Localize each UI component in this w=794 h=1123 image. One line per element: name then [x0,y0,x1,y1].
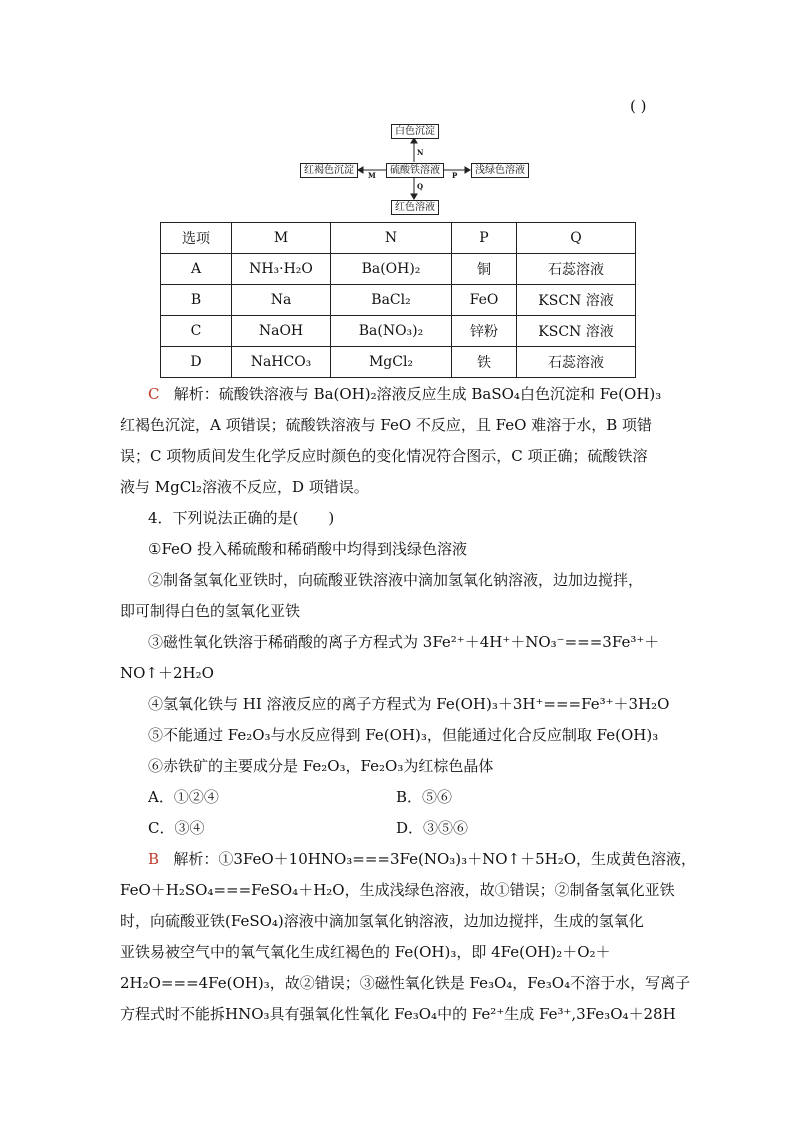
diagram-label-p: P [452,171,458,180]
q4-statement: ⑥赤铁矿的主要成分是 Fe₂O₃，Fe₂O₃为红棕色晶体 [148,757,494,775]
table-cell: Na [232,285,331,316]
diagram-bottom-red-solution: 红色溶液 [391,200,439,215]
table-header-row [161,223,636,254]
table-header-cell: N [331,223,452,254]
table-cell: B [161,285,232,316]
table-cell: D [161,347,232,378]
table-row [161,254,636,285]
diagram-label-q: Q [417,182,424,191]
diagram-right-light-green-solution: 浅绿色溶液 [471,163,529,178]
diagram-left-red-brown-precipitate: 红褐色沉淀 [300,163,358,178]
q3-analysis-text: 解析：硫酸铁溶液与 Ba(OH)₂溶液反应生成 BaSO₄白色沉淀和 Fe(OH)₃ [173,385,662,403]
q4-statement: ③磁性氧化铁溶于稀硝酸的离子方程式为 3Fe²⁺＋4H⁺＋NO₃⁻===3Fe³⁺＋ [148,633,660,651]
q4-option-b: B．⑤⑥ [396,788,453,806]
q4-answer-letter: B [148,850,160,868]
table-header-cell: P [452,223,517,254]
table-cell: MgCl₂ [331,347,452,378]
table-cell: A [161,254,232,285]
table-row [161,347,636,378]
q4-analysis-line: 亚铁易被空气中的氧气氧化生成红褐色的 Fe(OH)₃，即 4Fe(OH)₂＋O₂＋ [120,943,611,961]
table-header-cell: 选项 [161,223,232,254]
diagram-center-ferric-sulfate: 硫酸铁溶液 [386,163,444,178]
q3-analysis-line: 液与 MgCl₂溶液不反应，D 项错误。 [120,478,369,496]
answer-bracket: ( ) [630,97,647,115]
diagram-label-m: M [368,171,376,180]
diagram-top-white-precipitate: 白色沉淀 [391,124,439,139]
table-cell: C [161,316,232,347]
q4-statement: ⑤不能通过 Fe₂O₃与水反应得到 Fe(OH)₃，但能通过化合反应制取 Fe(OH)₃ [148,726,659,744]
table-cell: Ba(NO₃)₂ [331,316,452,347]
q4-analysis-line: 方程式时不能拆HNO₃具有强氧化性氧化 Fe₃O₄中的 Fe²⁺生成 Fe³⁺,3Fe₃O₄＋28H [120,1005,676,1023]
q3-analysis-line [148,384,708,404]
q4-analysis-line: 时，向硫酸亚铁(FeSO₄)溶液中滴加氢氧化钠溶液，边加边搅拌，生成的氢氧化 [120,912,644,930]
table-cell: 锌粉 [452,316,517,347]
table-cell: 石蕊溶液 [517,254,636,285]
table-cell: BaCl₂ [331,285,452,316]
table-cell: 石蕊溶液 [517,347,636,378]
q3-analysis-line: 误；C 项物质间发生化学反应时颜色的变化情况符合图示，C 项正确；硫酸铁溶 [120,447,648,465]
options-table [160,222,636,378]
table-cell: NaOH [232,316,331,347]
q4-analysis-text: 解析：①3FeO＋10HNO₃===3Fe(NO₃)₃＋NO↑＋5H₂O，生成黄色溶液， [173,850,697,868]
q3-answer-letter: C [148,385,160,403]
q4-option-a: A．①②④ [148,788,219,806]
q4-statement: 即可制得白色的氢氧化亚铁 [120,602,301,620]
q4-statement: NO↑＋2H₂O [120,664,214,682]
q4-analysis-line: 2H₂O===4Fe(OH)₃，故②错误；③磁性氧化铁是 Fe₃O₄，Fe₃O₄不溶于水，写离子 [120,974,691,992]
q4-stem: 4．下列说法正确的是( ) [148,509,335,527]
q4-analysis-line [148,849,708,869]
table-header-cell: M [232,223,331,254]
diagram-label-n: N [417,148,424,157]
q3-analysis-line: 红褐色沉淀，A 项错误；硫酸铁溶液与 FeO 不反应，且 FeO 难溶于水，B 项错 [120,416,652,434]
q4-option-c: C．③④ [148,819,205,837]
diagram-arrows [0,0,794,230]
q4-statement: ①FeO 投入稀硫酸和稀硝酸中均得到浅绿色溶液 [148,540,467,558]
table-row [161,316,636,347]
table-cell: Ba(OH)₂ [331,254,452,285]
table-header-cell: Q [517,223,636,254]
table-cell: KSCN 溶液 [517,316,636,347]
table-cell: FeO [452,285,517,316]
q4-option-d: D．③⑤⑥ [396,819,469,837]
table-cell: KSCN 溶液 [517,285,636,316]
q4-analysis-line: FeO＋H₂SO₄===FeSO₄＋H₂O，生成浅绿色溶液，故①错误；②制备氢氧化亚铁 [120,881,675,899]
q4-statement: ④氢氧化铁与 HI 溶液反应的离子方程式为 Fe(OH)₃＋3H⁺===Fe³⁺＋3H₂O [148,695,670,713]
table-cell: NH₃·H₂O [232,254,331,285]
q4-statement: ②制备氢氧化亚铁时，向硫酸亚铁溶液中滴加氢氧化钠溶液，边加边搅拌， [148,571,644,589]
table-cell: 铜 [452,254,517,285]
table-cell: 铁 [452,347,517,378]
table-cell: NaHCO₃ [232,347,331,378]
table-row [161,285,636,316]
